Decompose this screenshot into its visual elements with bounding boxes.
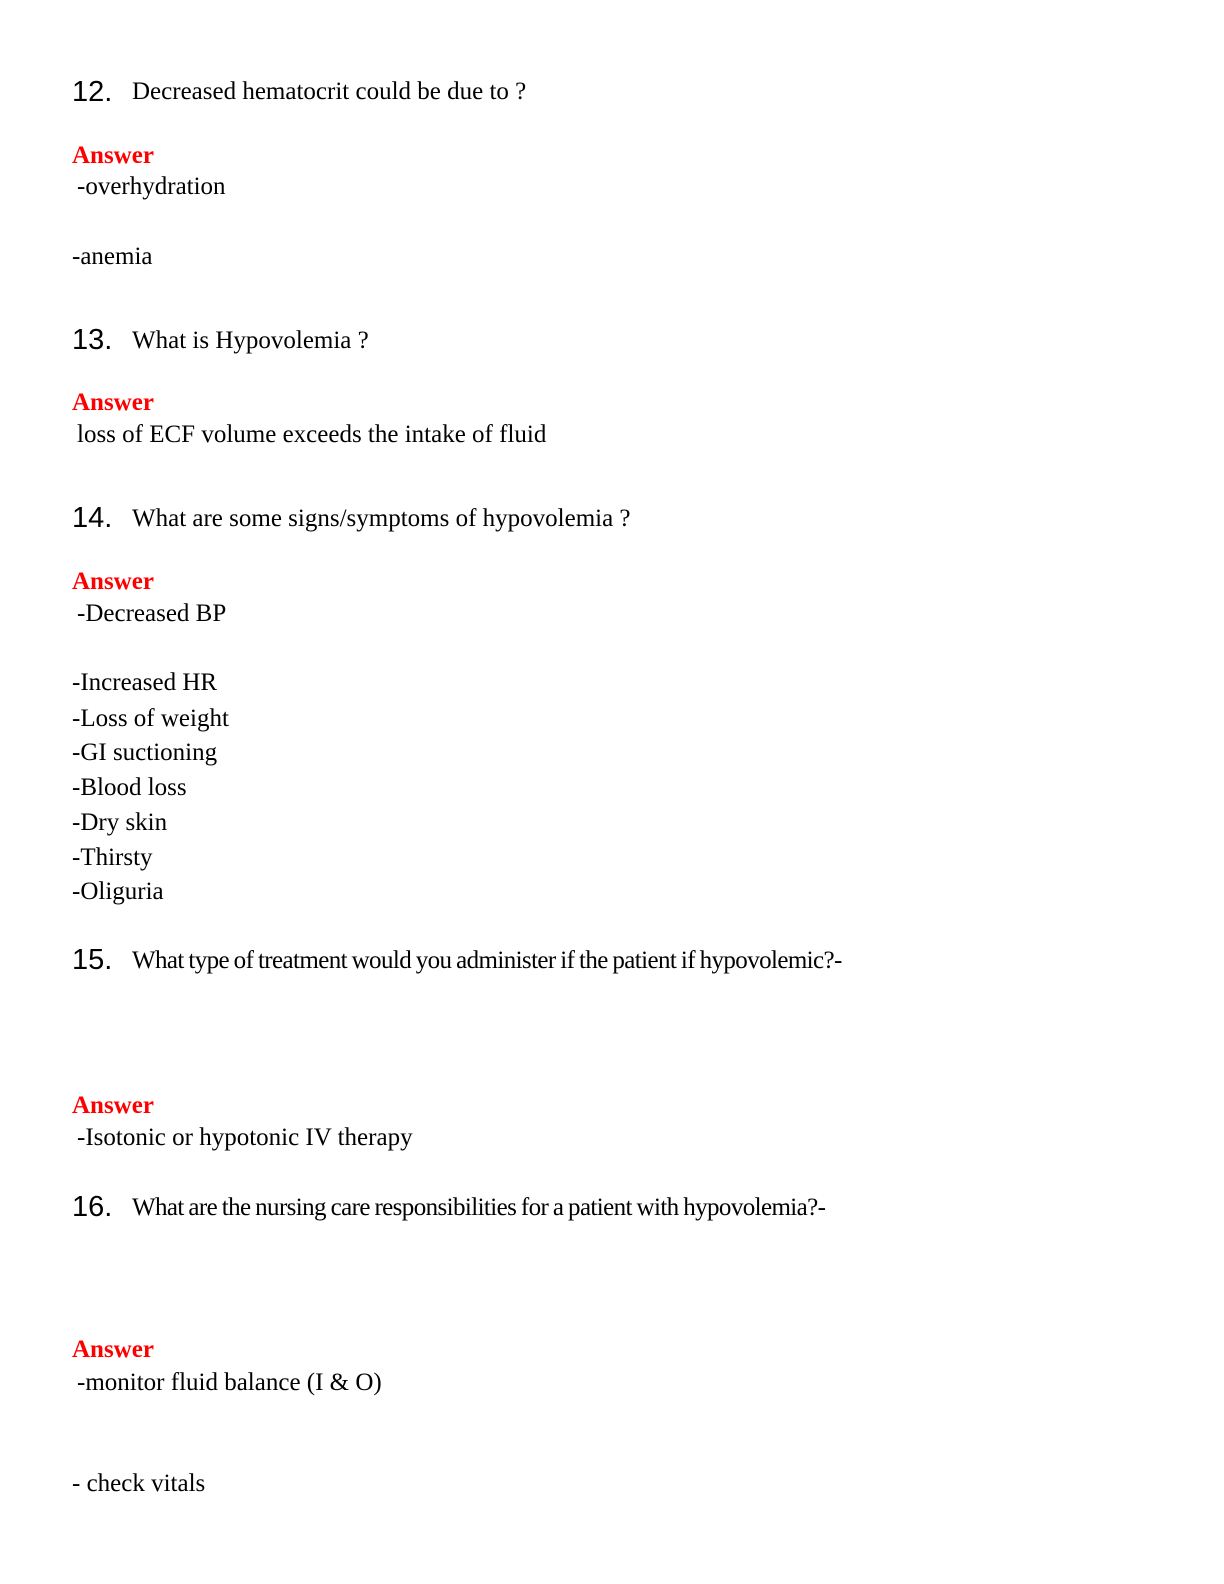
answer-line: -Isotonic or hypotonic IV therapy (77, 1124, 413, 1151)
answer-line: - check vitals (72, 1470, 206, 1497)
question-text: What is Hypovolemia ? (132, 327, 369, 354)
answer-label: Answer (72, 142, 154, 169)
question-number: 14. (72, 502, 113, 534)
answer-line: -Oliguria (72, 878, 164, 905)
question-text: Decreased hematocrit could be due to ? (132, 78, 527, 105)
answer-label: Answer (72, 1092, 154, 1119)
answer-line: loss of ECF volume exceeds the intake of fluid (77, 421, 547, 448)
answer-line: -Blood loss (72, 774, 187, 801)
answer-line: -Decreased BP (77, 600, 227, 627)
answer-line: -anemia (72, 243, 153, 270)
question-number: 12. (72, 76, 113, 108)
answer-line: -monitor fluid balance (I & O) (77, 1369, 382, 1396)
question-text: What type of treatment would you administer if the patient if hypovolemic?- (132, 947, 842, 974)
question-number: 13. (72, 324, 113, 356)
answer-line: -overhydration (77, 173, 226, 200)
answer-label: Answer (72, 1336, 154, 1363)
answer-line: -Thirsty (72, 844, 153, 871)
answer-label: Answer (72, 568, 154, 595)
question-text: What are some signs/symptoms of hypovolemia ? (132, 505, 631, 532)
answer-line: -Loss of weight (72, 705, 229, 732)
question-number: 15. (72, 944, 113, 976)
question-number: 16. (72, 1191, 113, 1223)
answer-label: Answer (72, 389, 154, 416)
answer-line: -Dry skin (72, 809, 168, 836)
question-text: What are the nursing care responsibilities for a patient with hypovolemia?- (132, 1194, 826, 1221)
answer-line: -GI suctioning (72, 739, 218, 766)
answer-line: -Increased HR (72, 669, 218, 696)
